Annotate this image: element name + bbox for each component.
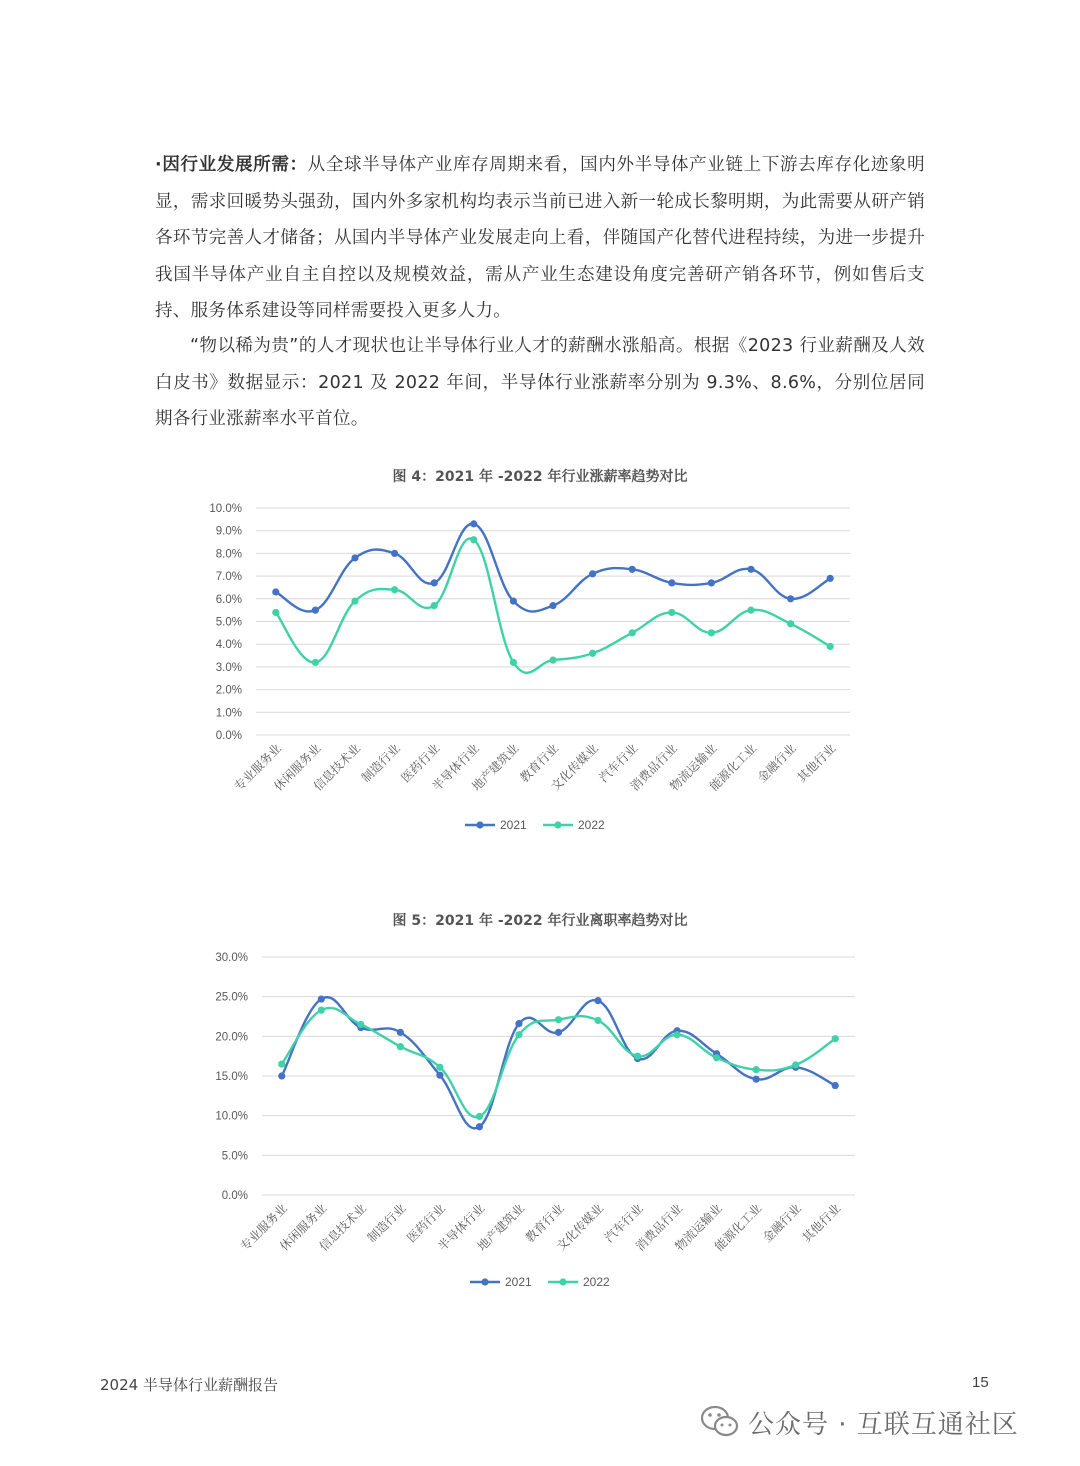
x-tick-label: 其他行业 bbox=[794, 741, 839, 786]
x-tick-label: 物流运输业 bbox=[667, 741, 720, 794]
data-point-2022 bbox=[510, 659, 517, 666]
data-point-2021 bbox=[318, 995, 325, 1002]
data-point-2022 bbox=[832, 1035, 839, 1042]
x-tick-label: 教育行业 bbox=[522, 1201, 567, 1246]
data-point-2022 bbox=[278, 1061, 285, 1068]
y-tick-label: 0.0% bbox=[215, 730, 242, 742]
data-point-2022 bbox=[792, 1061, 799, 1068]
data-point-2021 bbox=[668, 579, 675, 586]
x-tick-label: 教育行业 bbox=[517, 741, 562, 786]
data-point-2021 bbox=[470, 520, 477, 527]
data-point-2022 bbox=[470, 536, 477, 543]
y-tick-label: 0.0% bbox=[221, 1190, 248, 1202]
turnover-rate-chart bbox=[0, 940, 1080, 1300]
y-tick-label: 9.0% bbox=[215, 525, 242, 538]
x-tick-label: 医药行业 bbox=[398, 741, 443, 786]
y-tick-label: 1.0% bbox=[215, 707, 242, 720]
data-point-2021 bbox=[312, 607, 319, 614]
y-tick-label: 2.0% bbox=[215, 684, 242, 697]
data-point-2022 bbox=[549, 656, 556, 663]
data-point-2022 bbox=[515, 1031, 522, 1038]
x-tick-label: 专业服务业 bbox=[231, 741, 284, 794]
legend-marker-2022 bbox=[554, 821, 561, 828]
watermark bbox=[700, 1400, 1019, 1444]
paragraph-text: 从全球半导体产业库存周期来看，国内外半导体产业链上下游去库存化迹象明显，需求回暖势头强劲，国内外多家机构均表示当前已进入新一轮成长黎明期，为此需要从研产销各环节完善人才储备；从国内半导体产业发展走向上看，伴随国产化替代进程持续，为进一步提升我国半导体产业自主自控以及规模效益，需从产业生态建设角度完善研产销各环节，例如售后支持、服务体系建设等同样需要投入更多人力。 bbox=[155, 155, 925, 321]
x-tick-label: 休闲服务业 bbox=[277, 1201, 330, 1254]
x-tick-label: 物流运输业 bbox=[672, 1201, 725, 1254]
y-tick-label: 30.0% bbox=[215, 952, 248, 964]
data-point-2021 bbox=[753, 1076, 760, 1083]
series-line-2022 bbox=[282, 1008, 835, 1117]
data-point-2022 bbox=[436, 1064, 443, 1071]
data-point-2022 bbox=[351, 597, 358, 604]
legend-label-2022: 2022 bbox=[578, 818, 605, 832]
data-point-2021 bbox=[832, 1082, 839, 1089]
data-point-2022 bbox=[589, 650, 596, 657]
y-tick-label: 25.0% bbox=[215, 991, 248, 1004]
y-tick-label: 8.0% bbox=[215, 548, 242, 561]
data-point-2021 bbox=[747, 566, 754, 573]
x-tick-label: 休闲服务业 bbox=[271, 741, 324, 794]
paragraph-bold-lead: ·因行业发展所需： bbox=[155, 155, 308, 175]
paragraph-salary-rise: “物以稀为贵”的人才现状也让半导体行业人才的薪酬水涨船高。根据《2023 行业薪酬及人效白皮书》数据显示：2021 及 2022 年间，半导体行业涨薪率分别为 9.3%、8.6%，分别位居同期各行业涨薪率水平首位。 bbox=[155, 336, 925, 429]
data-point-2021 bbox=[549, 602, 556, 609]
footer-report-title: 2024 半导体行业薪酬报告 bbox=[100, 1376, 278, 1394]
page-number: 15 bbox=[972, 1374, 989, 1391]
x-tick-label: 汽车行业 bbox=[596, 741, 641, 786]
x-tick-label: 地产建筑业 bbox=[474, 1201, 528, 1254]
y-tick-label: 3.0% bbox=[215, 661, 242, 674]
data-point-2022 bbox=[674, 1031, 681, 1038]
x-tick-label: 其他行业 bbox=[799, 1201, 844, 1246]
data-point-2021 bbox=[555, 1029, 562, 1036]
legend-label-2022: 2022 bbox=[583, 1275, 610, 1289]
x-tick-label: 信息技术业 bbox=[310, 741, 364, 794]
chart-title-salary: 图 4：2021 年 -2022 年行业涨薪率趋势对比 bbox=[392, 469, 688, 485]
x-tick-label: 能源化工业 bbox=[706, 741, 760, 794]
data-point-2021 bbox=[272, 588, 279, 595]
legend-marker-2021 bbox=[476, 821, 483, 828]
x-tick-label: 金融行业 bbox=[754, 741, 799, 786]
y-tick-label: 6.0% bbox=[215, 593, 242, 606]
data-point-2022 bbox=[668, 609, 675, 616]
data-point-2021 bbox=[629, 566, 636, 573]
x-tick-label: 消费品行业 bbox=[627, 741, 680, 794]
y-tick-label: 15.0% bbox=[215, 1071, 248, 1083]
x-tick-label: 文化传媒业 bbox=[553, 1201, 607, 1254]
data-point-2021 bbox=[436, 1072, 443, 1079]
data-point-2022 bbox=[357, 1021, 364, 1028]
salary-growth-chart bbox=[0, 490, 1080, 850]
x-tick-label: 半导体行业 bbox=[429, 741, 482, 794]
wechat-icon bbox=[700, 1404, 740, 1440]
data-point-2021 bbox=[278, 1072, 285, 1079]
y-tick-label: 5.0% bbox=[221, 1150, 248, 1163]
data-point-2021 bbox=[515, 1020, 522, 1027]
legend-marker-2022 bbox=[559, 1278, 566, 1285]
data-point-2021 bbox=[708, 579, 715, 586]
data-point-2022 bbox=[431, 602, 438, 609]
data-point-2022 bbox=[827, 643, 834, 650]
data-point-2022 bbox=[594, 1017, 601, 1024]
data-point-2021 bbox=[787, 595, 794, 602]
data-point-2022 bbox=[555, 1016, 562, 1023]
x-tick-label: 文化传媒业 bbox=[548, 741, 601, 794]
data-point-2022 bbox=[629, 629, 636, 636]
chart-title-turnover: 图 5：2021 年 -2022 年行业离职率趋势对比 bbox=[392, 913, 688, 929]
data-point-2021 bbox=[476, 1123, 483, 1130]
data-point-2022 bbox=[391, 586, 398, 593]
data-point-2022 bbox=[708, 629, 715, 636]
legend-marker-2021 bbox=[481, 1278, 488, 1285]
x-tick-label: 汽车行业 bbox=[601, 1201, 646, 1246]
x-tick-label: 能源化工业 bbox=[711, 1201, 765, 1254]
data-point-2022 bbox=[272, 609, 279, 616]
data-point-2022 bbox=[312, 659, 319, 666]
data-point-2022 bbox=[713, 1054, 720, 1061]
data-point-2022 bbox=[476, 1113, 483, 1120]
x-tick-label: 专业服务业 bbox=[237, 1201, 290, 1254]
data-point-2022 bbox=[787, 620, 794, 627]
data-point-2022 bbox=[747, 607, 754, 614]
watermark-text: 公众号 · 互联互通社区 bbox=[748, 1409, 1019, 1440]
y-tick-label: 10.0% bbox=[215, 1110, 248, 1123]
data-point-2021 bbox=[589, 570, 596, 577]
data-point-2022 bbox=[634, 1053, 641, 1060]
y-tick-label: 10.0% bbox=[209, 503, 242, 515]
x-tick-label: 金融行业 bbox=[759, 1201, 804, 1246]
data-point-2021 bbox=[397, 1029, 404, 1036]
y-tick-label: 5.0% bbox=[215, 616, 242, 629]
legend-label-2021: 2021 bbox=[500, 818, 527, 832]
x-tick-label: 地产建筑业 bbox=[469, 741, 522, 794]
x-tick-label: 消费品行业 bbox=[632, 1201, 686, 1254]
data-point-2022 bbox=[397, 1043, 404, 1050]
x-tick-label: 制造行业 bbox=[364, 1201, 409, 1246]
data-point-2021 bbox=[391, 550, 398, 557]
data-point-2021 bbox=[431, 579, 438, 586]
x-tick-label: 半导体行业 bbox=[435, 1201, 488, 1254]
legend-label-2021: 2021 bbox=[505, 1275, 532, 1289]
y-tick-label: 20.0% bbox=[215, 1031, 248, 1044]
y-tick-label: 7.0% bbox=[215, 571, 242, 584]
data-point-2021 bbox=[594, 997, 601, 1004]
y-tick-label: 4.0% bbox=[215, 639, 242, 652]
x-tick-label: 医药行业 bbox=[404, 1201, 449, 1246]
paragraph-industry-development bbox=[155, 147, 925, 330]
x-tick-label: 信息技术业 bbox=[316, 1201, 369, 1254]
x-tick-label: 制造行业 bbox=[358, 741, 403, 786]
data-point-2021 bbox=[351, 554, 358, 561]
data-point-2022 bbox=[318, 1007, 325, 1014]
data-point-2021 bbox=[827, 575, 834, 582]
data-point-2022 bbox=[753, 1066, 760, 1073]
data-point-2021 bbox=[510, 597, 517, 604]
